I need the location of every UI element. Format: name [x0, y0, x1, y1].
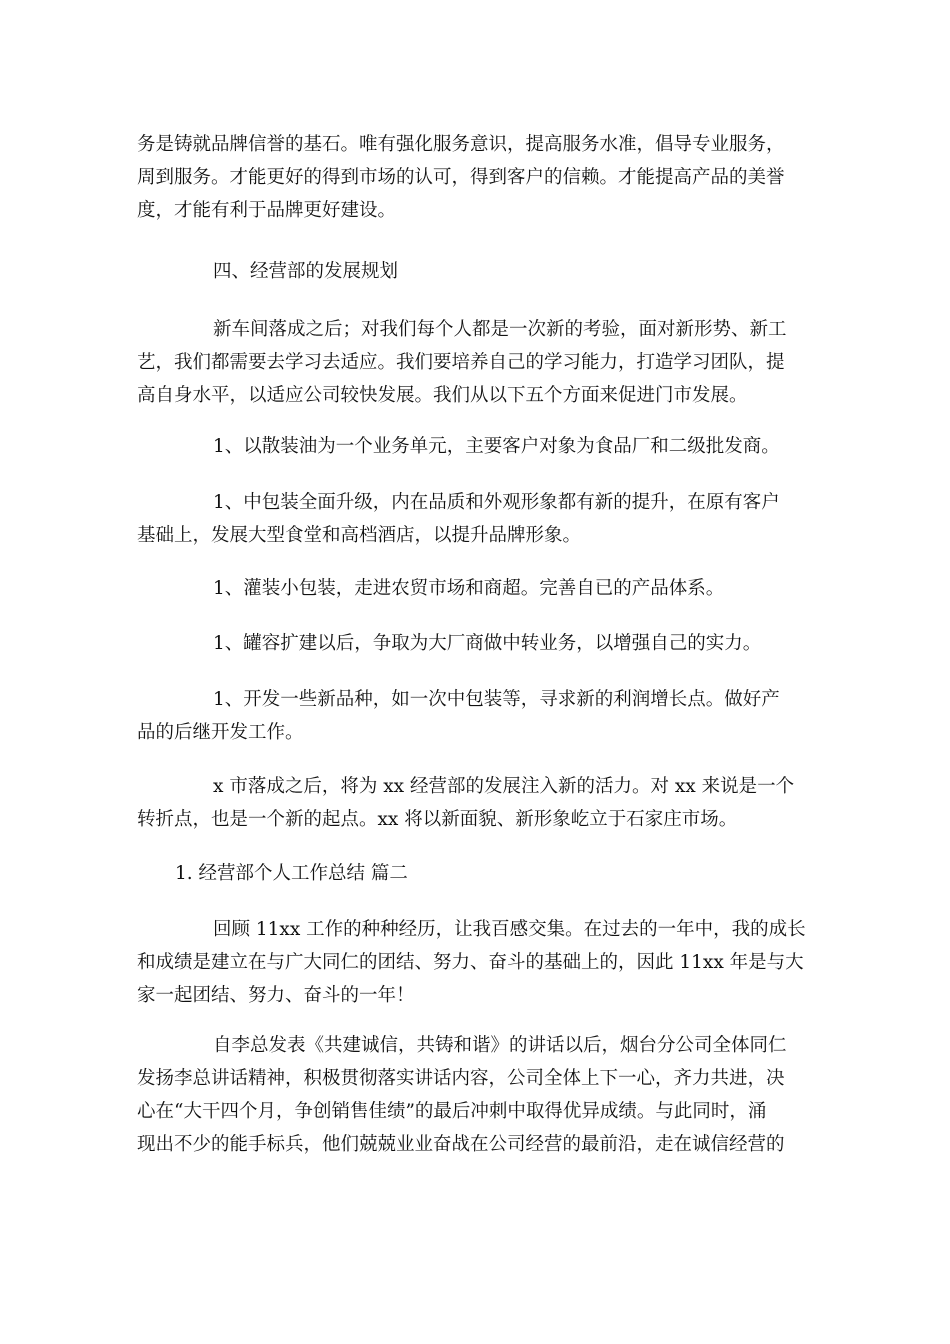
text-line: 回顾 11xx 工作的种种经历，让我百感交集。在过去的一年中，我的成长 [213, 919, 806, 940]
list-item-bulk-oil [137, 430, 817, 463]
text-line: 周到服务。才能更好的得到市场的认可，得到客户的信赖。才能提高产品的美誉 [137, 167, 785, 188]
text-line: 1、以散装油为一个业务单元，主要客户对象为食品厂和二级批发商。 [213, 436, 780, 457]
paragraph-speech [137, 1029, 817, 1161]
text-line: 家一起团结、努力、奋斗的一年！ [137, 985, 415, 1006]
text-line: 1、开发一些新品种，如一次中包装等，寻求新的利润增长点。做好产 [213, 689, 780, 710]
paragraph-review [137, 913, 817, 1012]
list-item-new-varieties [137, 683, 817, 749]
list-item-mid-package [137, 486, 817, 552]
text-line: 1、灌装小包装，走进农贸市场和商超。完善自已的产品体系。 [213, 578, 725, 599]
paragraph-new-workshop [137, 313, 817, 412]
text-line: 转折点，也是一个新的起点。xx 将以新面貌、新形象屹立于石家庄市场。 [137, 809, 738, 830]
text-line: 和成绩是建立在与广大同仁的团结、努力、奋斗的基础上的，因此 11xx 年是与大 [137, 952, 804, 973]
text-line: 发扬李总讲话精神，积极贯彻落实讲话内容，公司全体上下一心，齐力共进，决 [137, 1068, 785, 1089]
section-heading-development-plan: 四、经营部的发展规划 [213, 261, 399, 282]
section-heading-part-two: 1. 经营部个人工作总结 篇二 [175, 863, 408, 884]
text-line: 品的后继开发工作。 [137, 722, 304, 743]
paragraph-service [137, 128, 817, 227]
text-line: 1、中包装全面升级，内在品质和外观形象都有新的提升，在原有客户 [213, 492, 780, 513]
list-item-tank-expansion [137, 627, 817, 660]
text-line: 心在“大干四个月，争创销售佳绩”的最后冲刺中取得优异成绩。与此同时，涌 [137, 1101, 767, 1122]
text-line: 现出不少的能手标兵，他们兢兢业业奋战在公司经营的最前沿，走在诚信经营的 [137, 1134, 785, 1155]
text-line: 艺，我们都需要去学习去适应。我们要培养自己的学习能力，打造学习团队，提 [137, 352, 785, 373]
text-line: 1、罐容扩建以后，争取为大厂商做中转业务，以增强自己的实力。 [213, 633, 762, 654]
text-line: 自李总发表《共建诚信，共铸和谐》的讲话以后，烟台分公司全体同仁 [213, 1035, 787, 1056]
text-line: 高自身水平，以适应公司较快发展。我们从以下五个方面来促进门市发展。 [137, 385, 748, 406]
text-line: 务是铸就品牌信誉的基石。唯有强化服务意识，提高服务水准，倡导专业服务， [137, 134, 785, 155]
text-line: 度，才能有利于品牌更好建设。 [137, 200, 397, 221]
paragraph-market-completion [137, 770, 817, 836]
text-line: 基础上，发展大型食堂和高档酒店，以提升品牌形象。 [137, 525, 582, 546]
list-item-small-package [137, 572, 817, 605]
text-line: x 市落成之后，将为 xx 经营部的发展注入新的活力。对 xx 来说是一个 [213, 776, 795, 797]
text-line: 新车间落成之后；对我们每个人都是一次新的考验，面对新形势、新工 [213, 319, 787, 340]
